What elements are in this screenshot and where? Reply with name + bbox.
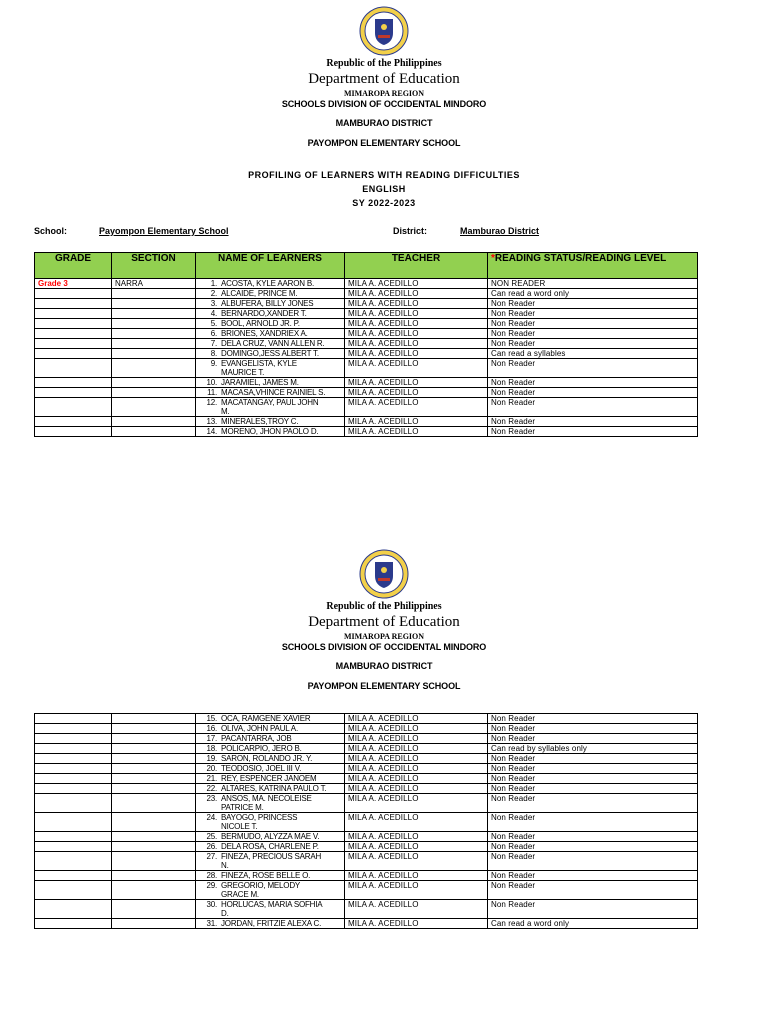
reading-status-cell: Non Reader [488, 794, 698, 813]
teacher-cell: MILA A. ACEDILLO [345, 378, 488, 388]
school-label: School: [34, 226, 67, 236]
learner-number: 10. [206, 378, 217, 387]
learner-number: 14. [206, 427, 217, 436]
section-cell [112, 784, 196, 794]
region-line: MIMAROPA REGION [343, 632, 425, 641]
grade-cell [35, 339, 112, 349]
learner-name: GREGORIO, MELODY GRACE M. [221, 881, 300, 899]
section-cell [112, 319, 196, 329]
report-title: PROFILING OF LEARNERS WITH READING DIFFICULTIES [248, 170, 520, 180]
learner-number: 8. [210, 349, 217, 358]
learner-name: JORDAN, FRITZIE ALEXA C. [221, 919, 322, 928]
learner-name-cell [196, 813, 345, 832]
section-cell [112, 900, 196, 919]
learner-name-cell [196, 398, 345, 417]
reading-status-cell: Non Reader [488, 359, 698, 378]
section-cell [112, 427, 196, 437]
teacher-cell: MILA A. ACEDILLO [345, 427, 488, 437]
table-row [35, 349, 698, 359]
teacher-cell: MILA A. ACEDILLO [345, 734, 488, 744]
learner-name: BOOL, ARNOLD JR. P. [221, 319, 300, 328]
teacher-cell: MILA A. ACEDILLO [345, 714, 488, 724]
table-row [35, 881, 698, 900]
reading-status-cell: Non Reader [488, 388, 698, 398]
learner-name: MINERALES,TROY C. [221, 417, 299, 426]
grade-cell [35, 427, 112, 437]
grade-cell [35, 754, 112, 764]
teacher-cell: MILA A. ACEDILLO [345, 279, 488, 289]
reading-status-cell: Non Reader [488, 299, 698, 309]
grade-cell [35, 319, 112, 329]
section-cell [112, 744, 196, 754]
reading-status-cell: Non Reader [488, 329, 698, 339]
reading-status-cell: Can read a word only [488, 919, 698, 929]
learner-name-cell [196, 724, 345, 734]
learner-name: OLIVA, JOHN PAUL A. [221, 724, 298, 733]
reading-status-cell: Non Reader [488, 754, 698, 764]
section-cell [112, 734, 196, 744]
section-cell [112, 871, 196, 881]
name-column-header: NAME OF LEARNERS [196, 253, 345, 279]
learner-name: PACANTARRA, JOB [221, 734, 292, 743]
section-cell [112, 724, 196, 734]
grade-cell [35, 852, 112, 871]
status-column-label: READING STATUS/READING LEVEL [494, 253, 667, 264]
table-row [35, 309, 698, 319]
table-row [35, 299, 698, 309]
learner-name-cell [196, 842, 345, 852]
grade-cell [35, 378, 112, 388]
grade-cell [35, 794, 112, 813]
learners-table-page1 [34, 252, 698, 437]
teacher-cell: MILA A. ACEDILLO [345, 359, 488, 378]
reading-status-cell: Non Reader [488, 339, 698, 349]
teacher-cell: MILA A. ACEDILLO [345, 794, 488, 813]
learner-number: 11. [207, 388, 217, 397]
teacher-cell: MILA A. ACEDILLO [345, 842, 488, 852]
district-line: MAMBURAO DISTRICT [335, 118, 433, 128]
teacher-cell: MILA A. ACEDILLO [345, 319, 488, 329]
table-row [35, 329, 698, 339]
table-row [35, 279, 698, 289]
section-cell [112, 813, 196, 832]
teacher-cell: MILA A. ACEDILLO [345, 871, 488, 881]
grade-cell [35, 842, 112, 852]
grade-cell [35, 299, 112, 309]
learner-name: MACATANGAY, PAUL JOHN M. [221, 398, 319, 416]
reading-status-cell: Non Reader [488, 724, 698, 734]
table-row [35, 852, 698, 871]
section-cell [112, 919, 196, 929]
learner-name-cell [196, 832, 345, 842]
learner-name: DELA CRUZ, VANN ALLEN R. [221, 339, 325, 348]
school-line: PAYOMPON ELEMENTARY SCHOOL [307, 681, 461, 691]
section-cell: NARRA [112, 279, 196, 289]
grade-cell [35, 714, 112, 724]
learner-name-cell [196, 784, 345, 794]
grade-cell [35, 329, 112, 339]
grade-cell [35, 398, 112, 417]
learner-name: SARON, ROLANDO JR. Y. [221, 754, 313, 763]
learner-number: 15. [206, 714, 217, 723]
status-column-header [488, 253, 698, 279]
reading-status-cell: NON READER [488, 279, 698, 289]
grade-cell [35, 388, 112, 398]
learner-name-cell [196, 359, 345, 378]
teacher-cell: MILA A. ACEDILLO [345, 309, 488, 319]
teacher-cell: MILA A. ACEDILLO [345, 900, 488, 919]
teacher-cell: MILA A. ACEDILLO [345, 774, 488, 784]
learner-name: ACOSTA, KYLE AARON B. [221, 279, 315, 288]
section-cell [112, 349, 196, 359]
section-cell [112, 832, 196, 842]
learner-name-cell [196, 764, 345, 774]
section-cell [112, 329, 196, 339]
learner-name: BERNARDO,XANDER T. [221, 309, 307, 318]
section-cell [112, 388, 196, 398]
learner-number: 3. [210, 299, 217, 308]
reading-status-cell: Can read by syllables only [488, 744, 698, 754]
learner-number: 17. [206, 734, 217, 743]
section-column-header: SECTION [112, 253, 196, 279]
learner-name-cell [196, 427, 345, 437]
teacher-cell: MILA A. ACEDILLO [345, 754, 488, 764]
reading-status-cell: Non Reader [488, 734, 698, 744]
learner-name: MACASA,VHINCE RAINIEL S. [221, 388, 326, 397]
learner-name-cell [196, 744, 345, 754]
section-cell [112, 359, 196, 378]
reading-status-cell: Can read a word only [488, 289, 698, 299]
learner-name-cell [196, 852, 345, 871]
learner-number: 29. [206, 881, 217, 890]
learner-number: 1. [210, 279, 217, 288]
teacher-cell: MILA A. ACEDILLO [345, 832, 488, 842]
table-row [35, 764, 698, 774]
table-row [35, 398, 698, 417]
deped-seal-icon [359, 6, 409, 56]
deped-seal-icon [359, 549, 409, 599]
learner-name-cell [196, 319, 345, 329]
table-row [35, 417, 698, 427]
learner-number: 25. [206, 832, 217, 841]
learner-number: 24. [206, 813, 217, 822]
table-row [35, 871, 698, 881]
reading-status-cell: Non Reader [488, 881, 698, 900]
learner-name: FINEZA, ROSE BELLE O. [221, 871, 311, 880]
learner-name-cell [196, 871, 345, 881]
table-row [35, 714, 698, 724]
grade-cell [35, 417, 112, 427]
section-cell [112, 299, 196, 309]
learner-number: 20. [206, 764, 217, 773]
grade-cell [35, 871, 112, 881]
teacher-cell: MILA A. ACEDILLO [345, 881, 488, 900]
table-row [35, 388, 698, 398]
learner-number: 4. [210, 309, 217, 318]
school-line: PAYOMPON ELEMENTARY SCHOOL [307, 138, 461, 148]
grade-column-header: GRADE [35, 253, 112, 279]
learner-number: 27. [206, 852, 217, 861]
table-row [35, 784, 698, 794]
learner-name: FINEZA, PRECIOUS SARAH N. [221, 852, 322, 870]
learner-name-cell [196, 279, 345, 289]
table-row [35, 359, 698, 378]
section-cell [112, 378, 196, 388]
report-subject: ENGLISH [362, 184, 406, 194]
reading-status-cell: Non Reader [488, 714, 698, 724]
reading-status-cell: Non Reader [488, 319, 698, 329]
learner-number: 12. [206, 398, 217, 407]
grade-cell [35, 744, 112, 754]
section-cell [112, 774, 196, 784]
grade-cell [35, 832, 112, 842]
teacher-cell: MILA A. ACEDILLO [345, 744, 488, 754]
grade-cell [35, 784, 112, 794]
learner-number: 31. [206, 919, 217, 928]
division-line: SCHOOLS DIVISION OF OCCIDENTAL MINDORO [281, 642, 487, 652]
learner-name: DOMINGO,JESS ALBERT T. [221, 349, 319, 358]
grade-cell [35, 813, 112, 832]
learner-number: 26. [206, 842, 217, 851]
learner-name: HORLUCAS, MARIA SOFHIA D. [221, 900, 322, 918]
grade-cell [35, 919, 112, 929]
learner-number: 6. [210, 329, 217, 338]
learner-name: ALBUFERA, BILLY JONES [221, 299, 314, 308]
republic-line: Republic of the Philippines [326, 58, 442, 69]
grade-cell: Grade 3 [35, 279, 112, 289]
learner-name: BERMUDO, ALYZZA MAE V. [221, 832, 320, 841]
table-row [35, 734, 698, 744]
learner-name: JARAMIEL, JAMES M. [221, 378, 299, 387]
reading-status-cell: Non Reader [488, 764, 698, 774]
reading-status-cell: Non Reader [488, 774, 698, 784]
teacher-cell: MILA A. ACEDILLO [345, 764, 488, 774]
table-row [35, 289, 698, 299]
learners-table-page2 [34, 713, 698, 929]
learner-number: 2. [210, 289, 217, 298]
teacher-cell: MILA A. ACEDILLO [345, 852, 488, 871]
learner-name-cell [196, 309, 345, 319]
teacher-cell: MILA A. ACEDILLO [345, 784, 488, 794]
reading-status-cell: Non Reader [488, 427, 698, 437]
table-row [35, 919, 698, 929]
learner-name-cell [196, 900, 345, 919]
report-school-year: SY 2022-2023 [352, 198, 416, 208]
teacher-cell: MILA A. ACEDILLO [345, 398, 488, 417]
reading-status-cell: Non Reader [488, 832, 698, 842]
learner-number: 30. [206, 900, 217, 909]
reading-status-cell: Non Reader [488, 378, 698, 388]
table-row [35, 900, 698, 919]
table-row [35, 813, 698, 832]
learner-name-cell [196, 289, 345, 299]
learner-name-cell [196, 774, 345, 784]
teacher-cell: MILA A. ACEDILLO [345, 417, 488, 427]
learner-number: 23. [206, 794, 217, 803]
department-name: Department of Education [308, 614, 460, 630]
learner-name: ANSOS, MA. NECOLEISE PATRICE M. [221, 794, 312, 812]
section-cell [112, 339, 196, 349]
learner-name-cell [196, 378, 345, 388]
learner-name: MORENO, JHON PAOLO D. [221, 427, 319, 436]
division-line: SCHOOLS DIVISION OF OCCIDENTAL MINDORO [281, 99, 487, 109]
section-cell [112, 309, 196, 319]
teacher-cell: MILA A. ACEDILLO [345, 919, 488, 929]
reading-status-cell: Non Reader [488, 852, 698, 871]
teacher-cell: MILA A. ACEDILLO [345, 339, 488, 349]
learner-number: 19. [206, 754, 217, 763]
reading-status-cell: Non Reader [488, 813, 698, 832]
grade-cell [35, 774, 112, 784]
table-header-row [35, 253, 698, 279]
table-row [35, 319, 698, 329]
learner-number: 9. [210, 359, 217, 368]
learner-number: 5. [210, 319, 217, 328]
learner-name: BAYOGO, PRINCESS NICOLE T. [221, 813, 298, 831]
school-value: Payompon Elementary School [99, 226, 229, 236]
learner-name-cell [196, 299, 345, 309]
table-row [35, 378, 698, 388]
learner-number: 18. [206, 744, 217, 753]
section-cell [112, 842, 196, 852]
learner-number: 28. [206, 871, 217, 880]
learner-name-cell [196, 417, 345, 427]
section-cell [112, 881, 196, 900]
learner-name-cell [196, 388, 345, 398]
reading-status-cell: Non Reader [488, 398, 698, 417]
section-cell [112, 852, 196, 871]
learner-name-cell [196, 734, 345, 744]
teacher-cell: MILA A. ACEDILLO [345, 329, 488, 339]
table-row [35, 794, 698, 813]
table-row [35, 832, 698, 842]
grade-cell [35, 764, 112, 774]
district-value: Mamburao District [460, 226, 540, 236]
reading-status-cell: Non Reader [488, 309, 698, 319]
learner-name-cell [196, 754, 345, 764]
learner-name-cell [196, 349, 345, 359]
grade-cell [35, 881, 112, 900]
section-cell [112, 794, 196, 813]
learner-name-cell [196, 714, 345, 724]
grade-cell [35, 349, 112, 359]
teacher-cell: MILA A. ACEDILLO [345, 289, 488, 299]
learner-name: TEODOSIO, JOEL III V. [221, 764, 302, 773]
learner-name: ALCAIDE, PRINCE M. [221, 289, 298, 298]
learner-name: EVANGELISTA, KYLE MAURICE T. [221, 359, 297, 377]
learner-name-cell [196, 881, 345, 900]
teacher-cell: MILA A. ACEDILLO [345, 813, 488, 832]
learner-name-cell [196, 339, 345, 349]
learner-name-cell [196, 794, 345, 813]
section-cell [112, 714, 196, 724]
learner-name: OCA, RAMGENE XAVIER [221, 714, 311, 723]
learner-number: 13. [206, 417, 217, 426]
section-cell [112, 754, 196, 764]
grade-cell [35, 900, 112, 919]
table-row [35, 842, 698, 852]
section-cell [112, 764, 196, 774]
teacher-cell: MILA A. ACEDILLO [345, 299, 488, 309]
department-name: Department of Education [308, 71, 460, 87]
table-row [35, 774, 698, 784]
table-row [35, 754, 698, 764]
grade-cell [35, 734, 112, 744]
district-line: MAMBURAO DISTRICT [335, 661, 433, 671]
learner-name: POLICARPIO, JERO B. [221, 744, 302, 753]
teacher-cell: MILA A. ACEDILLO [345, 388, 488, 398]
teacher-cell: MILA A. ACEDILLO [345, 349, 488, 359]
teacher-column-header: TEACHER [345, 253, 488, 279]
table-row [35, 339, 698, 349]
table-row [35, 427, 698, 437]
table-row [35, 724, 698, 734]
section-cell [112, 289, 196, 299]
reading-status-cell: Non Reader [488, 900, 698, 919]
grade-cell [35, 724, 112, 734]
grade-cell [35, 359, 112, 378]
grade-cell [35, 309, 112, 319]
learner-name-cell [196, 919, 345, 929]
region-line: MIMAROPA REGION [343, 89, 425, 98]
learner-name: ALTARES, KATRINA PAULO T. [221, 784, 327, 793]
reading-status-cell: Non Reader [488, 784, 698, 794]
learner-number: 21. [206, 774, 217, 783]
republic-line: Republic of the Philippines [326, 601, 442, 612]
required-star: * [491, 253, 495, 264]
learner-number: 16. [206, 724, 217, 733]
district-label: District: [393, 226, 428, 236]
reading-status-cell: Can read a syllables [488, 349, 698, 359]
section-cell [112, 398, 196, 417]
learner-name-cell [196, 329, 345, 339]
learner-name: REY, ESPENCER JANOEM [221, 774, 317, 783]
learner-name: DELA ROSA, CHARLENE P. [221, 842, 319, 851]
reading-status-cell: Non Reader [488, 871, 698, 881]
learner-number: 22. [206, 784, 217, 793]
reading-status-cell: Non Reader [488, 842, 698, 852]
section-cell [112, 417, 196, 427]
grade-cell [35, 289, 112, 299]
teacher-cell: MILA A. ACEDILLO [345, 724, 488, 734]
reading-status-cell: Non Reader [488, 417, 698, 427]
learner-name: BRIONES, XANDRIEX A. [221, 329, 308, 338]
table-row [35, 744, 698, 754]
learner-number: 7. [210, 339, 217, 348]
